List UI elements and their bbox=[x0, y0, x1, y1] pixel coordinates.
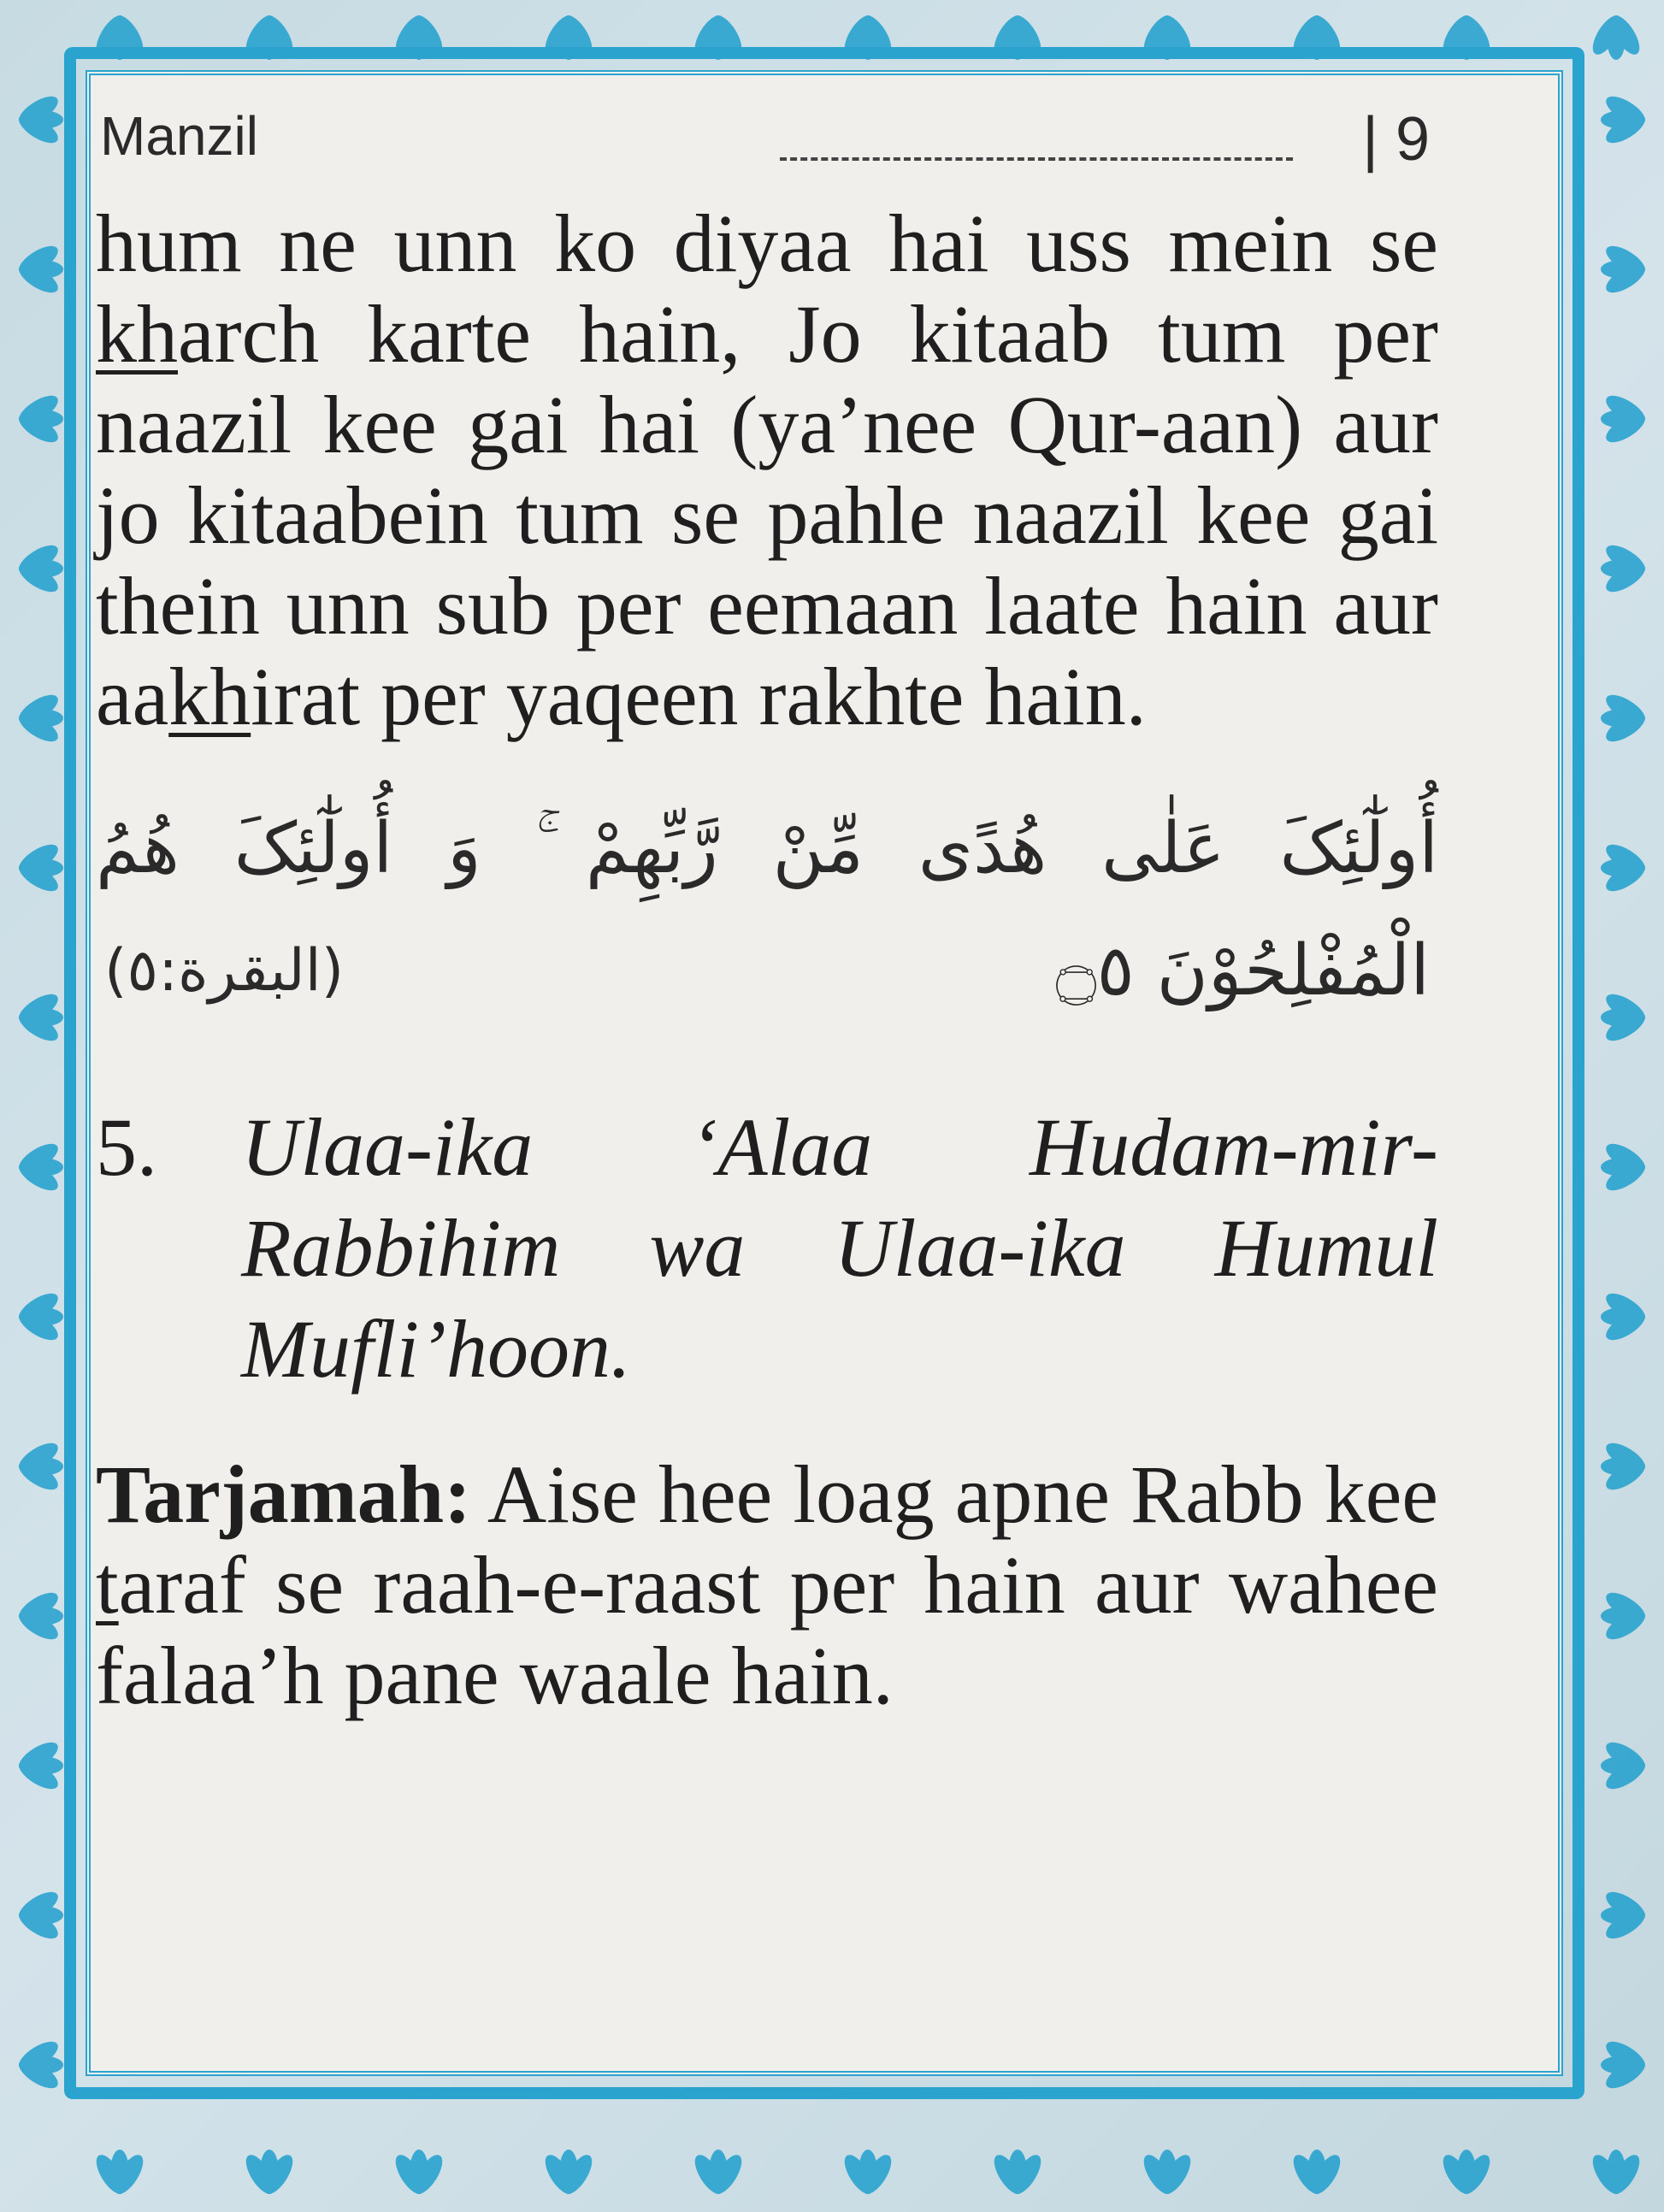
petal-ornament-icon bbox=[1601, 1587, 1649, 1644]
translation-paragraph bbox=[96, 1449, 1438, 1721]
petal-ornament-icon bbox=[15, 1737, 63, 1794]
paragraph-text: hum ne unn ko diyaa hai uss mein se bbox=[96, 198, 1438, 289]
running-title: Manzil bbox=[100, 105, 258, 167]
petal-ornament-icon bbox=[1601, 390, 1649, 447]
petal-ornament-icon bbox=[689, 2150, 746, 2198]
petal-ornament-icon bbox=[1601, 689, 1649, 746]
petal-ornament-icon bbox=[1138, 2150, 1195, 2198]
petal-ornament-icon bbox=[240, 2150, 298, 2198]
petal-ornament-icon bbox=[15, 390, 63, 447]
page-number: | 9 bbox=[1362, 105, 1430, 174]
page-header bbox=[96, 79, 1438, 198]
header-dashed-rule bbox=[780, 157, 1293, 161]
petal-ornament-icon bbox=[1587, 11, 1644, 60]
petal-ornament-icon bbox=[15, 1587, 63, 1644]
verse-transliteration bbox=[96, 1097, 1438, 1400]
petal-ornament-icon bbox=[1601, 91, 1649, 148]
transliteration-text: Ulaa-ika ‘Alaa Hudam-mir-Rabbihim wa Ulaa-ika Humul Mufli’hoon. bbox=[241, 1101, 1438, 1395]
verse-number: 5. bbox=[96, 1101, 157, 1193]
petal-ornament-icon bbox=[15, 240, 63, 298]
petal-ornament-icon bbox=[1587, 2150, 1644, 2198]
petal-ornament-icon bbox=[15, 1437, 63, 1495]
petal-ornament-icon bbox=[15, 2036, 63, 2093]
petal-ornament-icon bbox=[1601, 2036, 1649, 2093]
arabic-verse-row bbox=[96, 922, 1438, 1050]
petal-ornament-icon bbox=[1601, 240, 1649, 298]
translation-label: Tarjamah: bbox=[96, 1448, 472, 1540]
underlined-letters: kh bbox=[96, 288, 178, 380]
petal-ornament-icon bbox=[839, 2150, 896, 2198]
petal-ornament-icon bbox=[15, 839, 63, 896]
petal-ornament-icon bbox=[15, 988, 63, 1046]
petal-ornament-icon bbox=[390, 2150, 447, 2198]
petal-ornament-icon bbox=[15, 1288, 63, 1345]
paragraph-text: irat per yaqeen rakhte hain. bbox=[251, 651, 1147, 742]
underlined-letters: kh bbox=[168, 651, 251, 742]
petal-ornament-icon bbox=[1601, 1138, 1649, 1195]
petal-ornament-icon bbox=[1601, 1737, 1649, 1794]
page-content bbox=[96, 79, 1438, 1721]
petal-ornament-icon bbox=[15, 1138, 63, 1195]
surah-reference: (البقرة:٥) bbox=[104, 937, 345, 1005]
petal-ornament-icon bbox=[1601, 1437, 1649, 1495]
petal-ornament-icon bbox=[1437, 2150, 1495, 2198]
petal-ornament-icon bbox=[1601, 1886, 1649, 1944]
translation-text: Aise hee loag apne Rabb kee bbox=[471, 1448, 1438, 1540]
paragraph-continued bbox=[96, 198, 1438, 742]
petal-ornament-icon bbox=[1601, 839, 1649, 896]
paragraph-text: arch karte hain, Jo kitaab tum per naazil kee gai hai (ya’nee Qur-aan) aur jo kitaabein tum se pahle naazil kee gai thein unn sub per eemaan laate hain aur aa bbox=[96, 288, 1438, 742]
translation-text: araf se raah-e-raast per hain aur wahee falaa’h pane waale hain. bbox=[96, 1539, 1438, 1721]
underlined-letter: t bbox=[96, 1539, 119, 1631]
petal-ornament-icon bbox=[988, 2150, 1046, 2198]
petal-ornament-icon bbox=[15, 91, 63, 148]
petal-ornament-icon bbox=[15, 689, 63, 746]
petal-ornament-icon bbox=[540, 2150, 597, 2198]
arabic-verse-line: أُولٰٓئِکَ عَلٰی هُدًی مِّنْ رَّبِّهِمْ ۚ وَ أُولٰٓئِکَ هُمُ bbox=[96, 808, 1438, 889]
petal-ornament-icon bbox=[1288, 2150, 1345, 2198]
arabic-verse-end: الْمُفْلِحُوْنَ ۝٥ bbox=[1055, 930, 1430, 1012]
petal-ornament-icon bbox=[1601, 988, 1649, 1046]
petal-ornament-icon bbox=[91, 2150, 148, 2198]
petal-ornament-icon bbox=[1601, 1288, 1649, 1345]
petal-ornament-icon bbox=[15, 1886, 63, 1944]
petal-ornament-icon bbox=[15, 540, 63, 597]
petal-ornament-icon bbox=[1601, 540, 1649, 597]
